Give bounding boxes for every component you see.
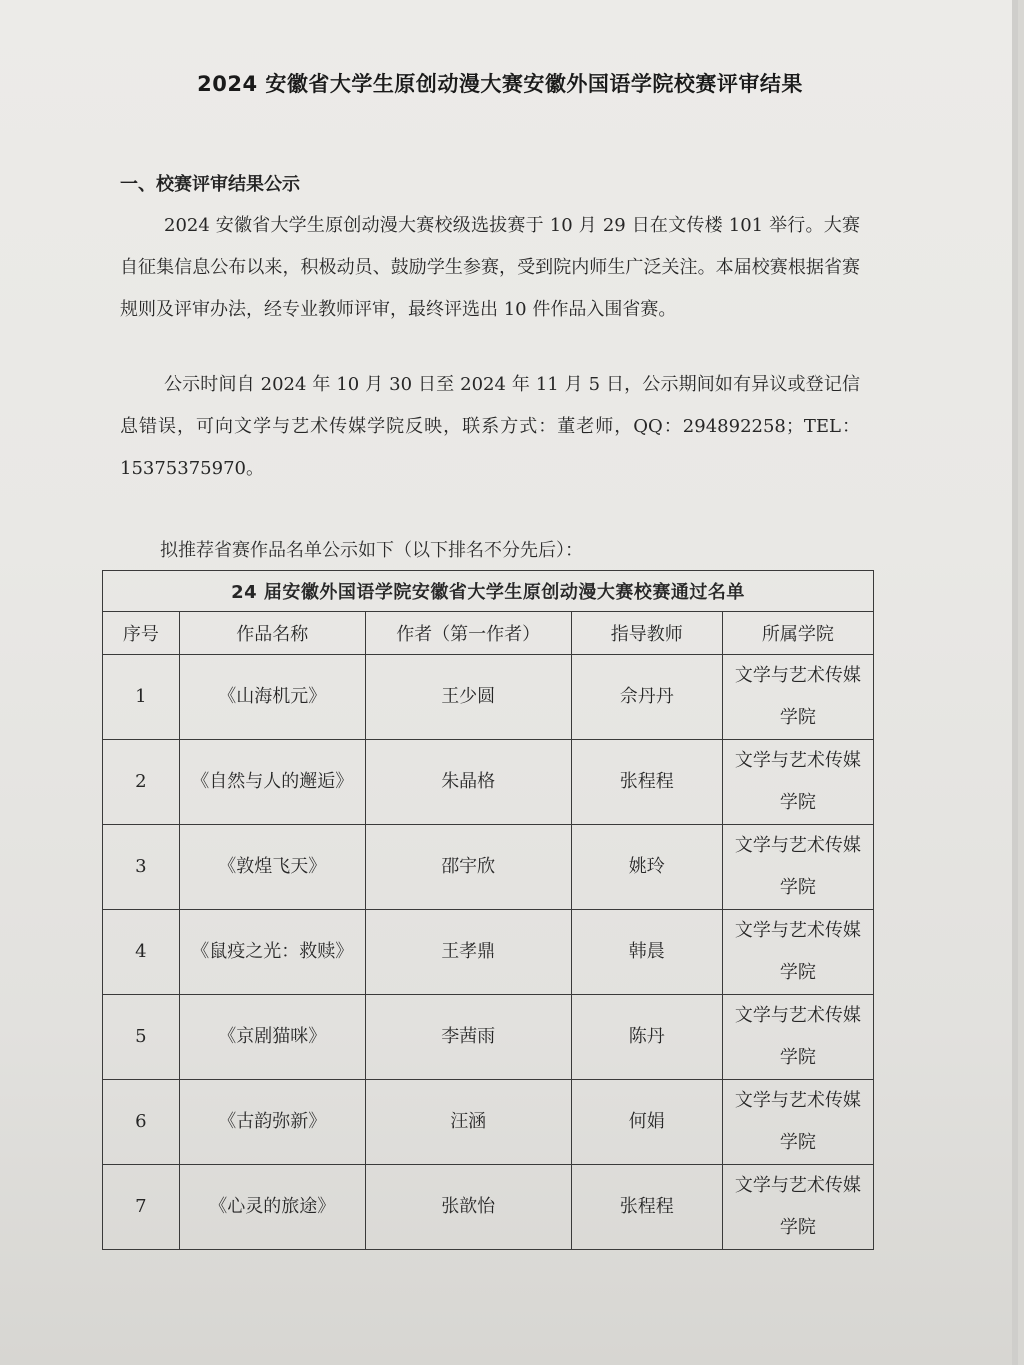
cell-no: 1 [103, 655, 180, 740]
table-row [103, 1080, 874, 1165]
announcement-paragraph: 2024 安徽省大学生原创动漫大赛校级选拔赛于 10 月 29 日在文传楼 101 举行。大赛自征集信息公布以来，积极动员、鼓励学生参赛，受到院内师生广泛关注。本届校赛根据省赛规则及评审办法，经专业教师评审，最终评选出 10 件作品入围省赛。 [120, 215, 860, 320]
cell-author: 李茜雨 [365, 995, 571, 1080]
table-row [103, 825, 874, 910]
table-row [103, 740, 874, 825]
document-title: 2024 安徽省大学生原创动漫大赛安徽外国语学院校赛评审结果 [197, 72, 803, 96]
page-edge [1012, 0, 1018, 1365]
cell-no: 5 [103, 995, 180, 1080]
contact-paragraph: 公示时间自 2024 年 10 月 30 日至 2024 年 11 月 5 日，公示期间如有异议或登记信息错误，可向文学与艺术传媒学院反映，联系方式：董老师，QQ：294892258；TEL：15375375970。 [120, 374, 860, 479]
cell-teacher: 张程程 [571, 740, 722, 825]
cell-college: 文学与艺术传媒学院 [722, 1080, 873, 1165]
cell-title: 《心灵的旅途》 [179, 1165, 365, 1250]
cell-title: 《山海机元》 [179, 655, 365, 740]
cell-no: 6 [103, 1080, 180, 1165]
cell-no: 4 [103, 910, 180, 995]
cell-title: 《京剧猫咪》 [179, 995, 365, 1080]
cell-no: 3 [103, 825, 180, 910]
list-intro: 拟推荐省赛作品名单公示如下（以下排名不分先后）： [160, 540, 583, 561]
cell-title: 《自然与人的邂逅》 [179, 740, 365, 825]
table-row [103, 655, 874, 740]
table-row [103, 1165, 874, 1250]
cell-college: 文学与艺术传媒学院 [722, 740, 873, 825]
table-row [103, 910, 874, 995]
cell-author: 邵宇欣 [365, 825, 571, 910]
cell-no: 2 [103, 740, 180, 825]
table-row [103, 995, 874, 1080]
cell-author: 朱晶格 [365, 740, 571, 825]
cell-title: 《鼠疫之光：救赎》 [179, 910, 365, 995]
section-heading: 一、校赛评审结果公示 [120, 174, 300, 195]
cell-teacher: 何娟 [571, 1080, 722, 1165]
cell-college: 文学与艺术传媒学院 [722, 825, 873, 910]
cell-author: 汪涵 [365, 1080, 571, 1165]
table-header-row [103, 612, 874, 655]
header-teacher: 指导教师 [571, 612, 722, 655]
cell-college: 文学与艺术传媒学院 [722, 1165, 873, 1250]
header-no: 序号 [103, 612, 180, 655]
cell-teacher: 陈丹 [571, 995, 722, 1080]
cell-title: 《敦煌飞天》 [179, 825, 365, 910]
cell-teacher: 姚玲 [571, 825, 722, 910]
cell-author: 王孝鼎 [365, 910, 571, 995]
header-college: 所属学院 [722, 612, 873, 655]
header-author: 作者（第一作者） [365, 612, 571, 655]
cell-author: 王少圆 [365, 655, 571, 740]
cell-teacher: 张程程 [571, 1165, 722, 1250]
cell-college: 文学与艺术传媒学院 [722, 910, 873, 995]
cell-author: 张歆怡 [365, 1165, 571, 1250]
cell-title: 《古韵弥新》 [179, 1080, 365, 1165]
cell-no: 7 [103, 1165, 180, 1250]
cell-college: 文学与艺术传媒学院 [722, 995, 873, 1080]
cell-teacher: 韩晨 [571, 910, 722, 995]
cell-college: 文学与艺术传媒学院 [722, 655, 873, 740]
results-table [102, 570, 874, 1250]
header-title: 作品名称 [179, 612, 365, 655]
cell-teacher: 佘丹丹 [571, 655, 722, 740]
table-caption: 24 届安徽外国语学院安徽省大学生原创动漫大赛校赛通过名单 [103, 571, 874, 612]
